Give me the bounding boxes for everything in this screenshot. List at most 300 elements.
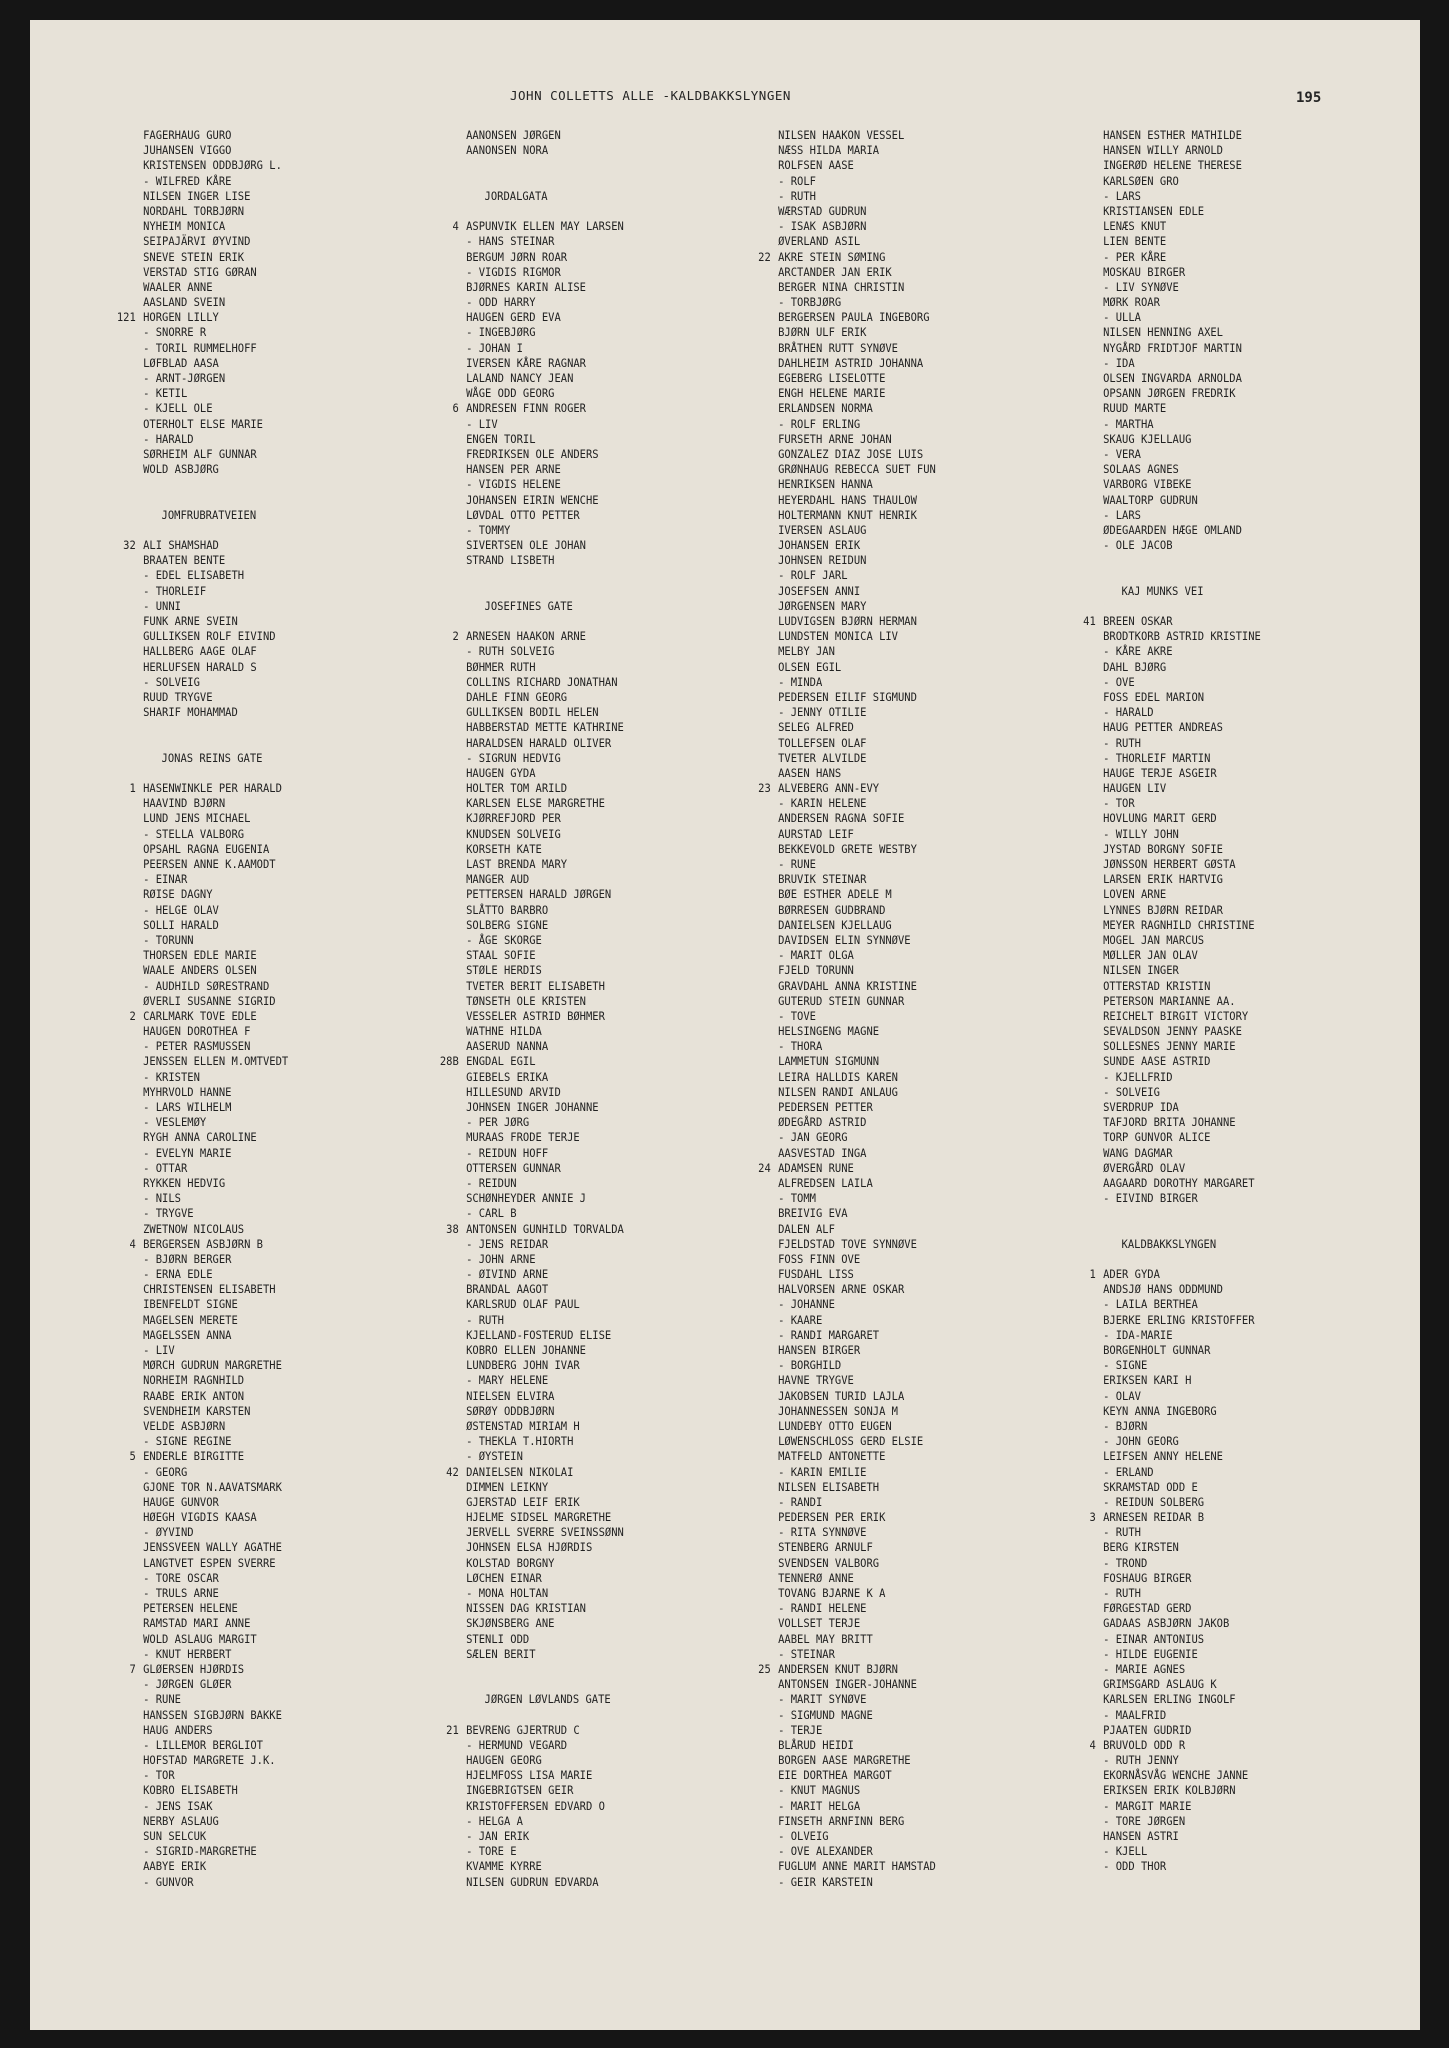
resident-name: JENSSVEEN WALLY AGATHE [143,1540,282,1555]
resident-name: LAST BRENDA MARY [466,857,568,871]
directory-entry [433,1829,709,1844]
directory-entry [745,1465,1021,1480]
directory-entry [110,553,386,568]
resident-name: MOGEL JAN MARCUS [1103,932,1205,947]
resident-name: ANDERSEN RAGNA SOFIE [778,811,905,826]
directory-entry [433,1571,709,1586]
house-number: 25 [758,1661,771,1676]
directory-entry [1070,250,1346,265]
resident-name: - STEINAR [778,1646,835,1661]
directory-entry [433,523,709,538]
resident-name: GUTERUD STEIN GUNNAR [778,993,905,1008]
resident-name: MANGER AUD [466,872,530,887]
directory-entry [110,280,386,295]
directory-entry [1070,1677,1346,1692]
resident-name: OTTERSTAD KRISTIN [1103,978,1211,993]
directory-entry [745,174,1021,189]
resident-name: MØRK ROAR [1103,295,1160,310]
directory-entry [1070,614,1346,629]
resident-name: KARLSRUD OLAF PAUL [466,1297,580,1312]
directory-entry [745,1267,1021,1282]
resident-name: LAMMETUN SIGMUNN [778,1054,880,1069]
directory-entry [1070,447,1346,462]
resident-name: LEIRA HALLDIS KAREN [778,1069,899,1084]
resident-name: JOSEFSEN ANNI [778,583,861,598]
resident-name: - SIGMUND MAGNE [778,1707,873,1722]
resident-name: MAGELSEN MERETE [143,1312,238,1327]
resident-name: MØRCH GUDRUN MARGRETHE [143,1358,282,1373]
resident-name: HAVNE TRYGVE [778,1373,854,1388]
resident-name: ERIKSEN ERIK KOLBJØRN [1103,1783,1236,1798]
page-header: JOHN COLLETTS ALLE -KALDBAKKSLYNGEN [510,88,791,103]
resident-name: SCHØNHEYDER ANNIE J [466,1191,587,1206]
directory-entry [745,1313,1021,1328]
resident-name: ENGEN TORIL [466,431,536,446]
resident-name: HALLBERG AAGE OLAF [143,644,257,659]
directory-entry [1070,204,1346,219]
resident-name: - WILFRED KÅRE [143,173,232,188]
resident-name: ENGDAL EGIL [466,1054,536,1069]
directory-entry [110,1799,386,1814]
resident-name: RAMSTAD MARI ANNE [143,1616,251,1631]
resident-name: SOLAAS AGNES [1103,462,1179,477]
resident-name: - EDEL ELISABETH [143,568,245,583]
resident-name: SUNDE AASE ASTRID [1103,1054,1211,1069]
directory-entry [433,386,709,401]
directory-entry [1070,1738,1346,1753]
resident-name: - INGEBJØRG [466,325,536,340]
house-number: 21 [446,1722,459,1737]
resident-name: PEDERSEN PER ERIK [778,1510,886,1525]
resident-name: - ULLA [1103,310,1141,325]
directory-entry [110,1419,386,1434]
resident-name: ARNESEN REIDAR B [1103,1510,1205,1525]
directory-entry [433,1206,709,1221]
directory-entry [1070,1024,1346,1039]
resident-name: PETERSON MARIANNE AA. [1103,993,1236,1008]
resident-name: THORSEN EDLE MARIE [143,948,257,963]
directory-entry [745,219,1021,234]
directory-entry [433,979,709,994]
directory-entry [745,796,1021,811]
resident-name: - RUTH SOLVEIG [466,644,555,659]
directory-entry [1070,1829,1346,1844]
resident-name: LUNDBERG JOHN IVAR [466,1358,580,1373]
directory-entry [745,1875,1021,1890]
directory-entry [1070,1859,1346,1874]
resident-name: TAFJORD BRITA JOHANNE [1103,1115,1236,1130]
directory-entry [433,1191,709,1206]
resident-name: - MARGIT MARIE [1103,1798,1192,1813]
resident-name: SVENDSEN VALBORG [778,1555,880,1570]
house-number: 28B [439,1054,459,1069]
resident-name: - ARNT-JØRGEN [143,371,226,385]
resident-name: COLLINS RICHARD JONATHAN [466,674,618,689]
resident-name: AANONSEN JØRGEN [466,128,561,142]
resident-name: FJELDSTAD TOVE SYNNØVE [778,1236,917,1251]
resident-name: BERGUM JØRN ROAR [466,249,568,264]
resident-name: ANDRESEN FINN ROGER [466,401,587,416]
resident-name: MØLLER JAN OLAV [1103,948,1198,963]
resident-name: - EINAR ANTONIUS [1103,1631,1205,1646]
resident-name: KOBRO ELLEN JOHANNE [466,1343,587,1357]
directory-entry [1070,1525,1346,1540]
resident-name: HANSEN BIRGER [778,1343,861,1357]
resident-name: HORGEN LILLY [143,310,219,325]
directory-entry [433,903,709,918]
directory-entry [745,158,1021,173]
resident-name: BØHMER RUTH [466,659,536,674]
resident-name: SKRAMSTAD ODD E [1103,1479,1198,1494]
directory-entry [745,781,1021,796]
directory-entry [745,736,1021,751]
directory-entry [110,1176,386,1191]
resident-name: NYHEIM MONICA [143,219,226,234]
directory-entry [433,371,709,386]
directory-entry [745,1753,1021,1768]
directory-entry [745,933,1021,948]
directory-entry [1070,1753,1346,1768]
directory-entry [433,857,709,872]
resident-name: KARLSEN ELSE MARGRETHE [466,796,605,811]
directory-entry [110,963,386,978]
resident-name: IVERSEN ASLAUG [778,522,867,537]
directory-entry [1070,903,1346,918]
resident-name: LØCHEN EINAR [466,1570,542,1585]
directory-entry [110,234,386,249]
directory-entry [745,1677,1021,1692]
resident-name: - RANDI [778,1494,823,1509]
resident-name: DANIELSEN NIKOLAI [466,1464,574,1479]
directory-entry [110,1616,386,1631]
resident-name: - VESLEMØY [143,1115,207,1130]
directory-entry [1070,1176,1346,1191]
resident-name: PEERSEN ANNE K.AAMODT [143,857,276,871]
resident-name: - ROLF JARL [778,568,848,583]
resident-name: - MINDA [778,674,823,689]
directory-entry [745,1829,1021,1844]
directory-entry [433,325,709,340]
directory-page [30,20,1420,2030]
directory-entry [110,1222,386,1237]
resident-name: JOHNSEN INGER JOHANNE [466,1100,599,1114]
directory-entry [110,1723,386,1738]
directory-entry [110,417,386,432]
directory-entry [745,325,1021,340]
resident-name: LALAND NANCY JEAN [466,371,574,385]
resident-name: OTERHOLT ELSE MARIE [143,416,264,431]
resident-name: - HELGA A [466,1813,523,1828]
directory-entry [745,1039,1021,1054]
directory-entry [110,462,386,477]
spacer [110,736,386,751]
directory-entry [110,827,386,842]
house-number: 41 [1083,614,1096,628]
resident-name: HOLTER TOM ARILD [466,781,568,796]
resident-name: ASPUNVIK ELLEN MAY LARSEN [466,219,624,234]
directory-entry [1070,1616,1346,1631]
resident-name: VARBORG VIBEKE [1103,477,1192,492]
resident-name: TVETER ALVILDE [778,750,867,765]
resident-name: AASEN HANS [778,765,842,780]
directory-entry [433,1540,709,1555]
resident-name: - ERLAND [1103,1464,1154,1479]
directory-entry [745,1115,1021,1130]
directory-entry [745,234,1021,249]
directory-entry [745,1586,1021,1601]
resident-name: ANTONSEN INGER-JOHANNE [778,1677,917,1692]
resident-name: NILSEN INGER [1103,963,1179,978]
directory-entry [433,538,709,553]
resident-name: MOSKAU BIRGER [1103,264,1186,279]
resident-name: ENDERLE BIRGITTE [143,1449,245,1464]
resident-name: BRUVOLD ODD R [1103,1737,1186,1752]
resident-name: CHRISTENSEN ELISABETH [143,1282,276,1297]
resident-name: - KÅRE AKRE [1103,644,1173,659]
resident-name: LARSEN ERIK HARTVIG [1103,872,1224,887]
directory-entry [433,948,709,963]
directory-entry [1070,918,1346,933]
resident-name: - OVE ALEXANDER [778,1844,873,1859]
directory-entry [433,796,709,811]
resident-name: NYGÅRD FRIDTJOF MARTIN [1103,340,1242,355]
spacer [433,1677,709,1692]
resident-name: - GEIR KARSTEIN [778,1874,873,1889]
directory-entry [1070,796,1346,811]
directory-entry [433,1525,709,1540]
resident-name: SEVALDSON JENNY PAASKE [1103,1024,1242,1039]
directory-entry [110,250,386,265]
directory-entry [110,933,386,948]
directory-entry [433,265,709,280]
directory-entry [110,143,386,158]
resident-name: - TRYGVE [143,1206,194,1221]
resident-name: RUUD TRYGVE [143,689,213,704]
directory-entry [745,1844,1021,1859]
resident-name: - PER KÅRE [1103,249,1167,264]
resident-name: BRÅTHEN RUTT SYNØVE [778,340,899,355]
resident-name: - SIGRID-MARGRETHE [143,1844,257,1859]
directory-entry [433,1647,709,1662]
directory-entry [433,1768,709,1783]
directory-entry [745,994,1021,1009]
directory-entry [110,174,386,189]
resident-name: ANDSJØ HANS ODDMUND [1103,1282,1224,1297]
directory-entry [745,265,1021,280]
directory-entry [1070,1586,1346,1601]
directory-entry [433,1146,709,1161]
resident-name: BLÅRUD HEIDI [778,1737,854,1752]
resident-name: VERSTAD STIG GØRAN [143,264,257,279]
resident-name: ROLFSEN AASE [778,158,854,173]
resident-name: - SOLVEIG [1103,1084,1160,1099]
resident-name: SNEVE STEIN ERIK [143,249,245,264]
house-number: 2 [129,1008,136,1023]
resident-name: - RUTH [1103,1586,1141,1600]
directory-entry [110,675,386,690]
resident-name: - RUTH [778,188,816,203]
directory-entry [745,1525,1021,1540]
resident-name: KNUDSEN SOLVEIG [466,826,561,841]
directory-entry [433,1389,709,1404]
directory-entry [110,629,386,644]
resident-name: - TROND [1103,1555,1148,1570]
resident-name: ARNESEN HAAKON ARNE [466,629,587,644]
resident-name: LUNDSTEN MONICA LIV [778,629,899,644]
resident-name: HAUG ANDERS [143,1722,213,1737]
directory-entry [110,705,386,720]
resident-name: HENRIKSEN HANNA [778,477,873,492]
street-heading [433,599,709,614]
directory-entry [1070,842,1346,857]
directory-entry [745,1480,1021,1495]
directory-entry [433,1419,709,1434]
directory-entry [745,1100,1021,1115]
directory-entry [433,1844,709,1859]
directory-entry [745,1814,1021,1829]
directory-entry [433,1115,709,1130]
directory-entry [433,1100,709,1115]
directory-entry [745,690,1021,705]
resident-name: BEVRENG GJERTRUD C [466,1722,580,1737]
directory-entry [745,128,1021,143]
resident-name: - MAALFRID [1103,1707,1167,1722]
directory-entry [110,1373,386,1388]
resident-name: - REIDUN SOLBERG [1103,1494,1205,1509]
directory-entry [433,1313,709,1328]
resident-name: WOLD ASBJØRG [143,462,219,477]
directory-entry [433,675,709,690]
resident-name: DAHLE FINN GEORG [466,689,568,704]
resident-name: PETERSEN HELENE [143,1601,238,1616]
resident-name: MYHRVOLD HANNE [143,1084,232,1099]
directory-entry [433,751,709,766]
resident-name: WÆRSTAD GUDRUN [778,203,867,218]
directory-entry [433,295,709,310]
resident-name: - VIGDIS RIGMOR [466,264,561,279]
house-number: 4 [1089,1737,1096,1752]
street-heading [1070,1237,1346,1252]
directory-entry [110,660,386,675]
directory-entry [745,857,1021,872]
directory-entry [110,1662,386,1677]
resident-name: SØRØY ODDBJØRN [466,1403,555,1418]
resident-name: DAVIDSEN ELIN SYNNØVE [778,932,911,947]
spacer [433,158,709,173]
resident-name: - KARIN EMILIE [778,1464,867,1479]
directory-entry [433,1723,709,1738]
resident-name: HOFSTAD MARGRETE J.K. [143,1753,276,1768]
house-number: 42 [446,1464,459,1479]
directory-entry [745,280,1021,295]
directory-entry [745,629,1021,644]
directory-entry [433,1586,709,1601]
directory-entry [110,204,386,219]
resident-name: - TOMM [778,1191,816,1206]
resident-name: ENGH HELENE MARIE [778,386,886,401]
resident-name: BEKKEVOLD GRETE WESTBY [778,841,917,856]
directory-entry [110,1632,386,1647]
directory-entry [1070,1404,1346,1419]
resident-name: - HARALD [143,431,194,446]
directory-entry [1070,1495,1346,1510]
directory-entry [110,1556,386,1571]
column-4 [1070,128,1370,1875]
directory-entry [110,1085,386,1100]
resident-name: GONZALEZ DIAZ JOSE LUIS [778,446,924,461]
directory-entry [433,219,709,234]
directory-entry [745,310,1021,325]
resident-name: - THEKLA T.HIORTH [466,1434,574,1449]
resident-name: TVETER BERIT ELISABETH [466,978,605,993]
directory-entry [433,1085,709,1100]
directory-entry [110,1039,386,1054]
resident-name: - VIGDIS HELENE [466,477,561,492]
directory-entry [433,1480,709,1495]
directory-entry [745,842,1021,857]
resident-name: - SIGRUN HEDVIG [466,750,561,765]
resident-name: - JENNY OTILIE [778,705,867,720]
resident-name: STØLE HERDIS [466,963,542,978]
directory-entry [1070,1389,1346,1404]
resident-name: - UNNI [143,598,181,613]
directory-entry [1070,189,1346,204]
resident-name: - HERMUND VEGARD [466,1737,568,1752]
resident-name: - LIV [143,1343,175,1357]
directory-entry [745,1768,1021,1783]
spacer [433,614,709,629]
resident-name: MATFELD ANTONETTE [778,1449,886,1464]
directory-entry [433,477,709,492]
resident-name: BRAATEN BENTE [143,553,226,568]
resident-name: FOSS FINN OVE [778,1251,861,1266]
directory-entry [745,1556,1021,1571]
directory-entry [1070,1601,1346,1616]
street-heading [1070,584,1346,599]
directory-entry [1070,948,1346,963]
directory-entry [1070,538,1346,553]
resident-name: - TRULS ARNE [143,1586,219,1600]
resident-name: - GUNVOR [143,1874,194,1889]
resident-name: EIE DORTHEA MARGOT [778,1768,892,1783]
resident-name: SIVERTSEN OLE JOHAN [466,538,587,553]
resident-name: NILSEN GUDRUN EDVARDA [466,1874,599,1889]
street-heading [433,189,709,204]
resident-name: - RANDI MARGARET [778,1327,880,1342]
spacer [433,204,709,219]
directory-entry [745,1343,1021,1358]
directory-entry [433,1449,709,1464]
directory-entry [433,341,709,356]
resident-name: - THORLEIF [143,583,207,598]
resident-name: - LARS [1103,188,1141,203]
directory-entry [745,189,1021,204]
spacer [433,568,709,583]
resident-name: OLSEN EGIL [778,659,842,674]
directory-entry [433,1495,709,1510]
directory-entry [1070,280,1346,295]
resident-name: - ØIVIND ARNE [466,1267,549,1282]
directory-entry [110,811,386,826]
directory-entry [433,1738,709,1753]
directory-entry [1070,675,1346,690]
resident-name: HELSINGENG MAGNE [778,1024,880,1039]
directory-entry [745,1161,1021,1176]
directory-entry [433,1783,709,1798]
directory-entry [110,1313,386,1328]
resident-name: - MARIT SYNØVE [778,1692,867,1707]
resident-name: - KNUT MAGNUS [778,1783,861,1798]
